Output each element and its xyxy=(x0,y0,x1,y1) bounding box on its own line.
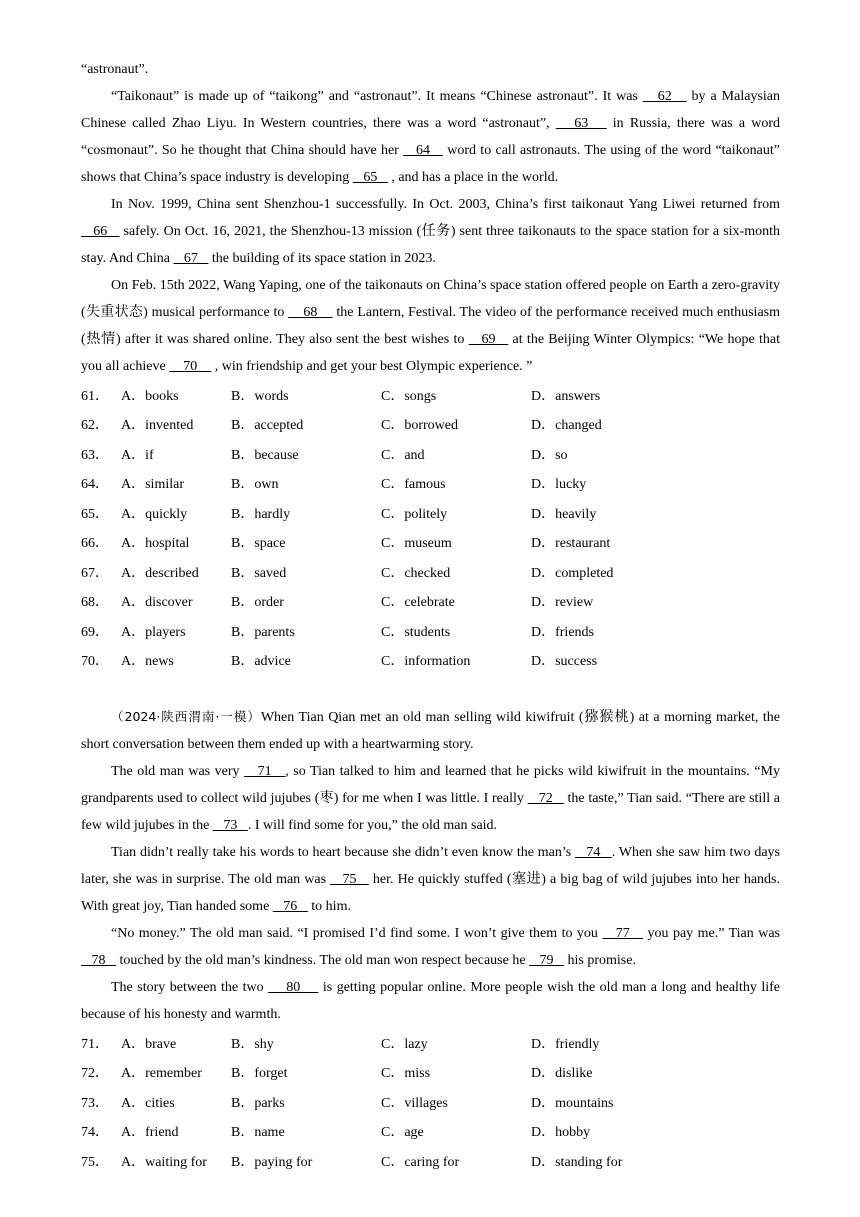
option-c: C．miss xyxy=(381,1066,431,1082)
option-d: D．so xyxy=(531,447,568,463)
blank-75: 75 xyxy=(330,872,369,887)
option-row xyxy=(81,646,780,676)
option-b: B．parents xyxy=(231,624,295,640)
question-number: 73． xyxy=(81,1095,109,1111)
question-number: 71． xyxy=(81,1036,109,1052)
text-segment: , and has a place in the world. xyxy=(387,170,559,185)
passage2-paragraph-1 xyxy=(81,703,780,758)
option-row xyxy=(81,469,780,499)
text-segment: word to call astronauts. The using of the word “taikonaut” shows that China’s space industry is developing xyxy=(81,143,780,185)
text-segment: the taste,” Tian said. “There are still a few wild jujubes in the xyxy=(81,791,781,833)
text-segment: her. He quickly stuffed (塞进) a big bag of wild jujubes into her hands. With great joy, Tian handed some xyxy=(81,872,780,914)
option-b: B．hardly xyxy=(231,506,291,522)
option-c: C．museum xyxy=(381,536,452,552)
text-segment: . I will find some for you,” the old man said. xyxy=(247,818,498,833)
option-b: B．words xyxy=(231,388,289,404)
option-b: B．order xyxy=(231,595,284,611)
option-row xyxy=(81,1146,780,1176)
question-number: 66． xyxy=(81,536,109,552)
option-d: D．mountains xyxy=(531,1095,614,1111)
blank-73: 73 xyxy=(212,818,248,833)
blank-78: 78 xyxy=(81,953,116,968)
option-c: C．age xyxy=(381,1125,424,1141)
option-a: A．invented xyxy=(121,418,194,434)
option-c: C．villages xyxy=(381,1095,448,1111)
question-number: 69． xyxy=(81,624,109,640)
option-a: A．discover xyxy=(121,595,193,611)
question-number: 65． xyxy=(81,506,109,522)
option-c: C．politely xyxy=(381,506,448,522)
blank-76: 76 xyxy=(272,899,308,914)
text-segment: The old man was very xyxy=(111,764,245,779)
text-segment: touched by the old man’s kindness. The old man won respect because he xyxy=(116,953,530,968)
blank-64: 64 xyxy=(403,143,443,158)
source-label: （2024·陕西渭南·一模） xyxy=(111,709,261,724)
option-d: D．standing for xyxy=(531,1154,623,1170)
option-d: D．changed xyxy=(531,418,602,434)
question-number: 74． xyxy=(81,1125,109,1141)
option-a: A．cities xyxy=(121,1095,175,1111)
option-b: B．parks xyxy=(231,1095,285,1111)
document-page xyxy=(81,56,780,1176)
option-d: D．restaurant xyxy=(531,536,611,552)
option-a: A．players xyxy=(121,624,186,640)
options-list-1 xyxy=(81,380,780,675)
text-segment: the Lantern, Festival. The video of the performance received much enthusiasm (热情) after it was shared online. They also sent the best wishes to xyxy=(81,305,780,347)
question-number: 67． xyxy=(81,565,109,581)
text-segment: , win friendship and get your best Olympic experience. ” xyxy=(211,359,533,374)
option-c: C．famous xyxy=(381,477,446,493)
option-d: D．success xyxy=(531,654,598,670)
option-d: D．friendly xyxy=(531,1036,600,1052)
option-row xyxy=(81,1117,780,1147)
option-a: A．friend xyxy=(121,1125,179,1141)
question-number: 68． xyxy=(81,595,109,611)
question-number: 72． xyxy=(81,1066,109,1082)
option-d: D．completed xyxy=(531,565,614,581)
passage1-paragraph-3 xyxy=(81,272,780,380)
option-a: A．described xyxy=(121,565,199,581)
option-a: A．waiting for xyxy=(121,1154,207,1170)
option-row xyxy=(81,557,780,587)
question-number: 64． xyxy=(81,477,109,493)
option-c: C．checked xyxy=(381,565,451,581)
option-a: A．books xyxy=(121,388,179,404)
option-a: A．if xyxy=(121,447,154,463)
blank-69: 69 xyxy=(468,332,509,347)
passage2-paragraph-5 xyxy=(81,974,780,1028)
text-segment: On Feb. 15th 2022, Wang Yaping, one of the taikonauts on China’s space station offered people on Earth a zero-gravity (失重状态) musical performance to xyxy=(81,278,780,320)
option-b: B．own xyxy=(231,477,279,493)
passage1-paragraph-2 xyxy=(81,191,780,272)
blank-68: 68 xyxy=(288,305,333,320)
text-segment: The story between the two xyxy=(111,980,269,995)
option-d: D．friends xyxy=(531,624,594,640)
text-segment: , so Tian talked to him and learned that he picks wild kiwifruit in the mountains. “My grandparents used to collect wild jujubes (枣) for me when I was little. I really xyxy=(81,764,780,806)
option-b: B．space xyxy=(231,536,286,552)
blank-79: 79 xyxy=(529,953,565,968)
text-segment: the building of its space station in 2023. xyxy=(208,251,436,266)
blank-74: 74 xyxy=(575,845,612,860)
option-row xyxy=(81,1087,780,1117)
option-row xyxy=(81,498,780,528)
option-b: B．accepted xyxy=(231,418,304,434)
blank-62: 62 xyxy=(642,89,687,104)
option-d: D．lucky xyxy=(531,477,587,493)
passage2-paragraph-3 xyxy=(81,839,780,920)
option-c: C．lazy xyxy=(381,1036,428,1052)
passage1-paragraph-1 xyxy=(81,83,780,191)
option-row xyxy=(81,587,780,617)
option-row xyxy=(81,410,780,440)
text-segment: safely. On Oct. 16, 2021, the Shenzhou-13 mission (任务) sent three taikonauts to the space station for a six-month stay. And China xyxy=(81,224,780,266)
blank-77: 77 xyxy=(602,926,644,941)
option-a: A．news xyxy=(121,654,174,670)
question-number: 62． xyxy=(81,418,109,434)
blank-70: 70 xyxy=(169,359,212,374)
option-d: D．answers xyxy=(531,388,601,404)
option-a: A．similar xyxy=(121,477,184,493)
option-a: A．remember xyxy=(121,1066,202,1082)
question-number: 63． xyxy=(81,447,109,463)
option-c: C．songs xyxy=(381,388,437,404)
passage2-paragraph-2 xyxy=(81,758,780,839)
option-b: B．saved xyxy=(231,565,287,581)
blank-71: 71 xyxy=(244,764,286,779)
option-b: B．because xyxy=(231,447,299,463)
option-d: D．heavily xyxy=(531,506,597,522)
text-segment: . When she saw him two days later, she was in surprise. The old man was xyxy=(81,845,780,887)
option-row xyxy=(81,1058,780,1088)
blank-67: 67 xyxy=(173,251,209,266)
option-c: C．information xyxy=(381,654,471,670)
option-d: D．review xyxy=(531,595,594,611)
option-row xyxy=(81,616,780,646)
option-a: A．brave xyxy=(121,1036,177,1052)
text-segment: you pay me.” Tian was xyxy=(643,926,780,941)
option-b: B．paying for xyxy=(231,1154,313,1170)
option-c: C．celebrate xyxy=(381,595,455,611)
blank-80: 80 xyxy=(268,980,319,995)
option-b: B．shy xyxy=(231,1036,274,1052)
text-segment: his promise. xyxy=(564,953,636,968)
option-b: B．name xyxy=(231,1125,285,1141)
text-segment: “Taikonaut” is made up of “taikong” and “astronaut”. It means “Chinese astronaut”. It was xyxy=(111,89,643,104)
passage1-continuation: “astronaut”. xyxy=(81,62,149,77)
blank-65: 65 xyxy=(352,170,388,185)
blank-63: 63 xyxy=(555,116,607,131)
option-row xyxy=(81,1028,780,1058)
option-b: B．forget xyxy=(231,1066,288,1082)
passage2-paragraph-4 xyxy=(81,920,780,974)
option-row xyxy=(81,439,780,469)
question-number: 70． xyxy=(81,654,109,670)
option-row xyxy=(81,528,780,558)
option-c: C．and xyxy=(381,447,425,463)
text-segment: to him. xyxy=(307,899,351,914)
option-c: C．caring for xyxy=(381,1154,460,1170)
question-number: 61． xyxy=(81,388,109,404)
blank-72: 72 xyxy=(527,791,564,806)
text-segment: When Tian Qian met an old man selling wild kiwifruit (猕猴桃) at a morning market, the short conversation between them ended up with a heartwarming story. xyxy=(81,710,780,752)
option-a: A．hospital xyxy=(121,536,190,552)
option-c: C．students xyxy=(381,624,451,640)
question-number: 75． xyxy=(81,1154,109,1170)
text-segment: is getting popular online. More people wish the old man a long and healthy life because of his honesty and warmth. xyxy=(81,980,780,1022)
option-c: C．borrowed xyxy=(381,418,458,434)
text-segment: In Nov. 1999, China sent Shenzhou-1 successfully. In Oct. 2003, China’s first taikonaut Yang Liwei returned from xyxy=(111,197,780,212)
option-d: D．hobby xyxy=(531,1125,591,1141)
text-segment: by a Malaysian Chinese called Zhao Liyu. In Western countries, there was a word “astronaut”, xyxy=(81,89,781,131)
option-d: D．dislike xyxy=(531,1066,593,1082)
option-a: A．quickly xyxy=(121,506,188,522)
text-segment: Tian didn’t really take his words to heart because she didn’t even know the man’s xyxy=(111,845,575,860)
blank-66: 66 xyxy=(81,224,120,239)
option-b: B．advice xyxy=(231,654,291,670)
options-list-2 xyxy=(81,1028,780,1176)
text-segment: “No money.” The old man said. “I promised I’d find some. I won’t give them to you xyxy=(111,926,603,941)
text-segment: at the Beijing Winter Olympics: “We hope that you all achieve xyxy=(81,332,780,374)
text-segment: in Russia, there was a word “cosmonaut”. So he thought that China should have her xyxy=(81,116,780,158)
option-row xyxy=(81,380,780,410)
